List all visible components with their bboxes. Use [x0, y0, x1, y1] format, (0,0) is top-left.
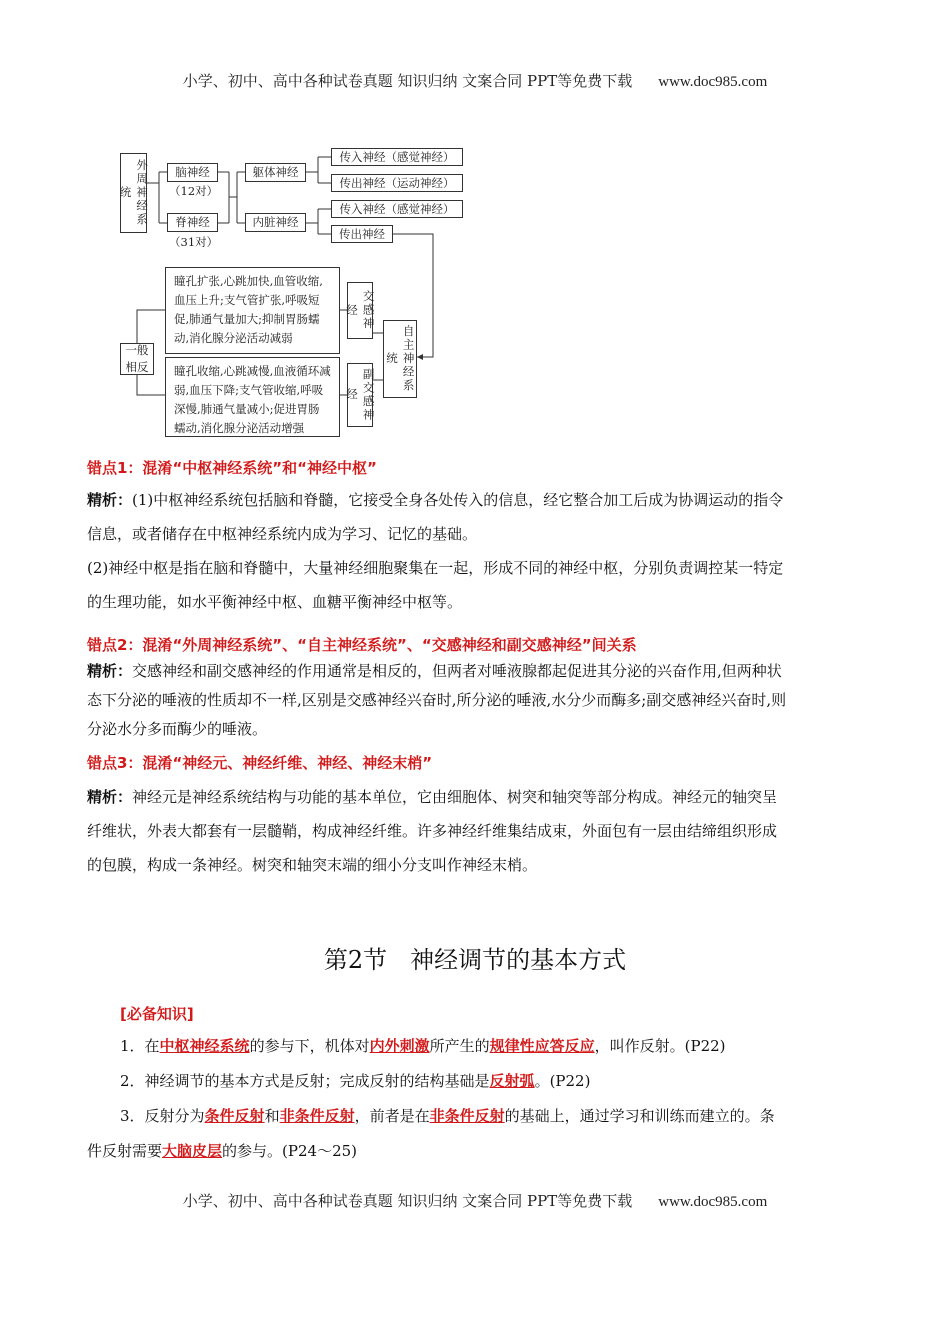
k3-blank-1: 条件反射	[204, 1107, 265, 1125]
visceral-nerve-box	[245, 213, 306, 232]
analysis-label: 精析：	[87, 662, 133, 680]
peripheral-nervous-system-box	[118, 153, 150, 233]
k3-text-g: 的参与。(P24～25)	[222, 1142, 358, 1160]
parasympathetic-nerve-box	[345, 363, 376, 427]
error-1-line-1	[87, 483, 865, 517]
error-point-2-body	[87, 657, 865, 744]
k2-text-a: 2．神经调节的基本方式是反射；完成反射的结构基础是	[120, 1072, 490, 1090]
k3-text-c: 和	[264, 1107, 280, 1125]
error-point-3-body	[87, 780, 865, 882]
peripheral-label: 外周神经系统	[118, 159, 150, 227]
k3-text-d: ，前者是在	[354, 1107, 430, 1125]
parasympathetic-effects-box	[165, 357, 340, 437]
error-2-text-1: 交感神经和副交感神经的作用通常是相反的，但两者对唾液腺都起促进其分泌的兴奋作用,但两种状	[132, 662, 782, 680]
error-1-line-2: 信息，或者储存在中枢神经系统内成为学习、记忆的基础。	[87, 525, 478, 543]
parasympathetic-label: 副交感神经	[345, 368, 376, 422]
parasympathetic-effects-text: 瞳孔收缩,心跳减慢,血液循环减弱,血压下降;支气管收缩,呼吸深慢,肺通气量减小;促进胃肠蠕动,消化腺分泌活动增强	[174, 364, 331, 435]
brain-nerve-count: （12对）	[169, 184, 219, 198]
error-point-3-title: 错点3：混淆“神经元、神经纤维、神经、神经末梢”	[87, 754, 433, 772]
general-opposite-box	[120, 343, 154, 375]
analysis-label: 精析：	[87, 491, 133, 509]
k1-blank-3: 规律性应答反应	[489, 1037, 595, 1055]
somatic-afferent-label: 传入神经（感觉神经）	[339, 149, 455, 164]
error-2-line-1	[87, 657, 865, 686]
error-1-line-3: (2)神经中枢是指在脑和脊髓中，大量神经细胞聚集在一起，形成不同的神经中枢，分别负责调控某一特定	[87, 559, 784, 577]
visceral-afferent-label: 传入神经（感觉神经）	[339, 201, 455, 216]
error-1-text-1: (1)中枢神经系统包括脑和脊髓，它接受全身各处传入的信息，经它整合加工后成为协调运动的指令	[132, 491, 784, 509]
header-text: 小学、初中、高中各种试卷真题 知识归纳 文案合同 PPT等免费下载	[182, 72, 633, 90]
k1-text-e: ，叫作反射。(P22)	[594, 1037, 726, 1055]
section-name: 神经调节的基本方式	[410, 946, 627, 974]
error-2-line-3: 分泌水分多而酶少的唾液。	[87, 720, 268, 738]
autonomic-nervous-system-box	[383, 320, 417, 398]
general-opposite-label: 一般相反	[125, 343, 149, 374]
page-footer	[0, 1190, 950, 1211]
analysis-label: 精析：	[87, 788, 133, 806]
k1-blank-1: 中枢神经系统	[159, 1037, 250, 1055]
k1-text-c: 的参与下，机体对	[249, 1037, 370, 1055]
k3-blank-2: 非条件反射	[279, 1107, 355, 1125]
visceral-label: 内脏神经	[252, 215, 299, 230]
knowledge-item-1	[120, 1035, 726, 1056]
visceral-efferent-box	[331, 225, 393, 243]
spinal-nerve-label: 脊神经	[175, 215, 210, 230]
footer-site: www.doc985.com	[658, 1194, 768, 1210]
error-point-2-title: 错点2：混淆“外周神经系统”、“自主神经系统”、“交感神经和副交感神经”间关系	[87, 636, 637, 654]
k3-blank-3: 非条件反射	[429, 1107, 505, 1125]
k2-text-c: 。(P22)	[534, 1072, 591, 1090]
sympathetic-effects-box	[165, 267, 340, 354]
k3-text-e: 的基础上，通过学习和训练而建立的。条	[504, 1107, 775, 1125]
k1-text-a: 1．在	[120, 1037, 160, 1055]
somatic-efferent-label: 传出神经（运动神经）	[339, 175, 455, 190]
k3-blank-4: 大脑皮层	[162, 1142, 223, 1160]
error-1-line-4: 的生理功能，如水平衡神经中枢、血糖平衡神经中枢等。	[87, 593, 463, 611]
knowledge-item-3-cont	[87, 1140, 357, 1161]
autonomic-label: 自主神经系统	[385, 325, 416, 393]
sympathetic-effects-text: 瞳孔扩张,心跳加快,血管收缩,血压上升;支气管扩张,呼吸短促,肺通气量加大;抑制胃肠蠕动,消化腺分泌活动减弱	[174, 274, 323, 345]
k3-text-f: 件反射需要	[87, 1142, 163, 1160]
nervous-system-diagram	[115, 145, 475, 445]
brain-nerve-label: 脑神经	[175, 165, 210, 180]
k3-text-a: 3．反射分为	[120, 1107, 205, 1125]
knowledge-item-2	[120, 1070, 590, 1091]
error-point-1-body	[87, 483, 865, 619]
section-title	[0, 940, 950, 975]
somatic-afferent-box	[331, 148, 463, 166]
must-know-heading	[120, 1003, 194, 1024]
header-site: www.doc985.com	[658, 74, 768, 90]
sympathetic-nerve-box	[345, 282, 376, 339]
brain-nerve-box	[167, 163, 218, 182]
visceral-efferent-label: 传出神经	[339, 226, 385, 241]
somatic-nerve-box	[245, 163, 306, 182]
k1-text-d: 所产生的	[429, 1037, 490, 1055]
knowledge-item-3	[120, 1105, 775, 1126]
page-header	[0, 70, 950, 91]
error-2-line-2: 态下分泌的唾液的性质却不一样,区别是交感神经兴奋时,所分泌的唾液,水分少而酶多;副交感神经兴奋时,则	[87, 691, 787, 709]
sympathetic-label: 交感神经	[345, 290, 376, 331]
error-3-line-1	[87, 780, 865, 814]
spinal-nerve-count: （31对）	[169, 235, 219, 249]
error-3-line-3: 的包膜，构成一条神经。树突和轴突末端的细小分支叫作神经末梢。	[87, 856, 538, 874]
error-3-line-2: 纤维状，外表大都套有一层髓鞘，构成神经纤维。许多神经纤维集结成束，外面包有一层由结缔组织形成	[87, 822, 778, 840]
somatic-label: 躯体神经	[252, 165, 299, 180]
error-3-text-1: 神经元是神经系统结构与功能的基本单位，它由细胞体、树突和轴突等部分构成。神经元的轴突呈	[132, 788, 778, 806]
error-point-1-title: 错点1：混淆“中枢神经系统”和“神经中枢”	[87, 459, 377, 477]
visceral-afferent-box	[331, 200, 463, 218]
section-number: 第2节	[323, 946, 388, 974]
must-know-label: [必备知识]	[120, 1005, 194, 1023]
k2-blank-1: 反射弧	[489, 1072, 535, 1090]
spinal-nerve-box	[167, 213, 218, 232]
k1-blank-2: 内外刺激	[369, 1037, 430, 1055]
somatic-efferent-box	[331, 174, 463, 192]
footer-text: 小学、初中、高中各种试卷真题 知识归纳 文案合同 PPT等免费下载	[182, 1192, 633, 1210]
